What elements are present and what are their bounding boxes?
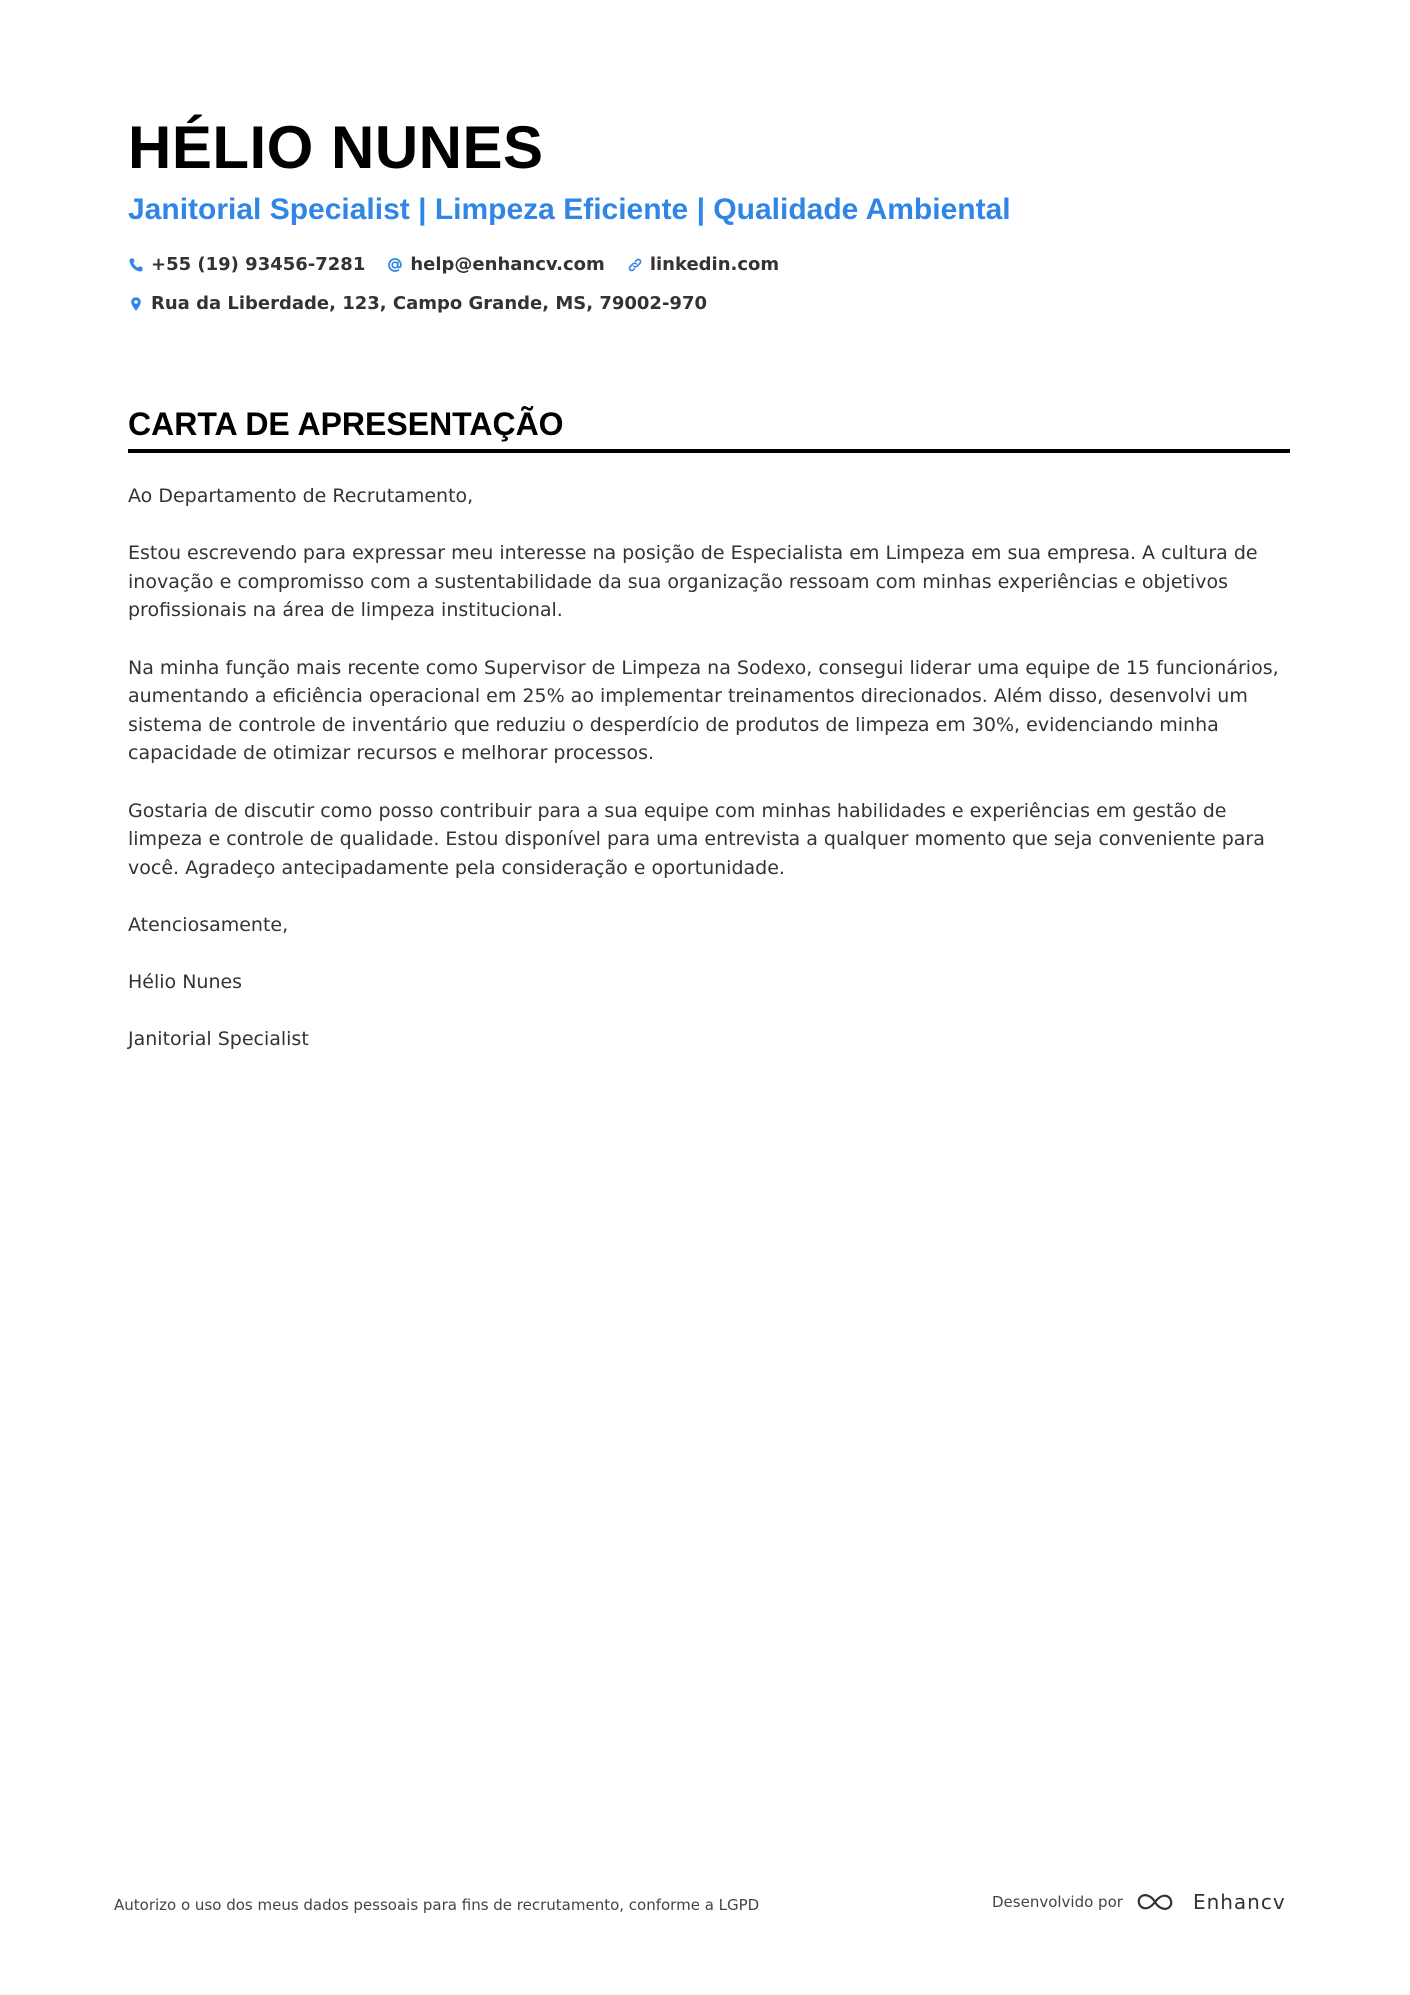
- contact-row-address: [128, 293, 729, 314]
- powered-by-label: Desenvolvido por: [992, 1893, 1123, 1911]
- powered-by[interactable]: [992, 1889, 1286, 1915]
- signature-name: Hélio Nunes: [128, 971, 243, 994]
- location-pin-icon: [128, 296, 144, 312]
- phone-icon: [128, 257, 144, 273]
- brand-name: Enhancv: [1192, 1890, 1286, 1914]
- signature-title: Janitorial Specialist: [128, 1028, 309, 1051]
- letter-paragraph: Na minha função mais recente como Supervisor de Limpeza na Sodexo, consegui liderar uma equipe de 15 funcionários, aumentando a eficiência operacional em 25% ao implementar treinamentos direcionados. Além disso, desenvolvi um sistema de controle de inventário que reduziu o desperdício de produtos de limpeza em 30%, evidenciando minha capacidade de otimizar recursos e melhorar processos.: [128, 656, 1279, 765]
- enhancv-logo-icon: [1135, 1889, 1181, 1915]
- candidate-name: HÉLIO NUNES: [128, 114, 544, 181]
- letter-paragraph: Gostaria de discutir como posso contribuir para a sua equipe com minhas habilidades e experiências em gestão de limpeza e controle de qualidade. Estou disponível para uma entrevista a qualquer momento que seja conveniente para você. Agradeço antecipadamente pela consideração e oportunidade.: [128, 799, 1265, 879]
- contact-phone-text: +55 (19) 93456-7281: [151, 254, 366, 275]
- contact-address-text: Rua da Liberdade, 123, Campo Grande, MS, 79002-970: [151, 293, 707, 314]
- candidate-headline: Janitorial Specialist | Limpeza Eficiente | Qualidade Ambiental: [128, 193, 1011, 226]
- link-icon: [627, 257, 643, 273]
- letter-closing: Atenciosamente,: [128, 913, 289, 936]
- contact-phone[interactable]: [128, 254, 365, 275]
- letter-paragraph: Estou escrevendo para expressar meu interesse na posição de Especialista em Limpeza em sua empresa. A cultura de inovação e compromisso com a sustentabilidade da sua organização ressoam com minhas experiências e objetivos profissionais na área de limpeza institucional.: [128, 542, 1258, 622]
- contact-linkedin-text: linkedin.com: [649, 254, 780, 275]
- contact-row-primary: [128, 254, 801, 275]
- section-divider: [128, 449, 1290, 453]
- contact-linkedin[interactable]: [627, 254, 779, 275]
- section-title: CARTA DE APRESENTAÇÃO: [128, 406, 564, 442]
- contact-email[interactable]: [387, 254, 604, 275]
- letter-body: [128, 482, 1298, 1082]
- contact-address: [128, 293, 707, 314]
- footer-consent: Autorizo o uso dos meus dados pessoais para fins de recrutamento, conforme a LGPD: [114, 1896, 760, 1914]
- letter-salutation: Ao Departamento de Recrutamento,: [128, 485, 474, 507]
- contact-email-text: help@enhancv.com: [410, 254, 605, 275]
- at-icon: [387, 257, 403, 273]
